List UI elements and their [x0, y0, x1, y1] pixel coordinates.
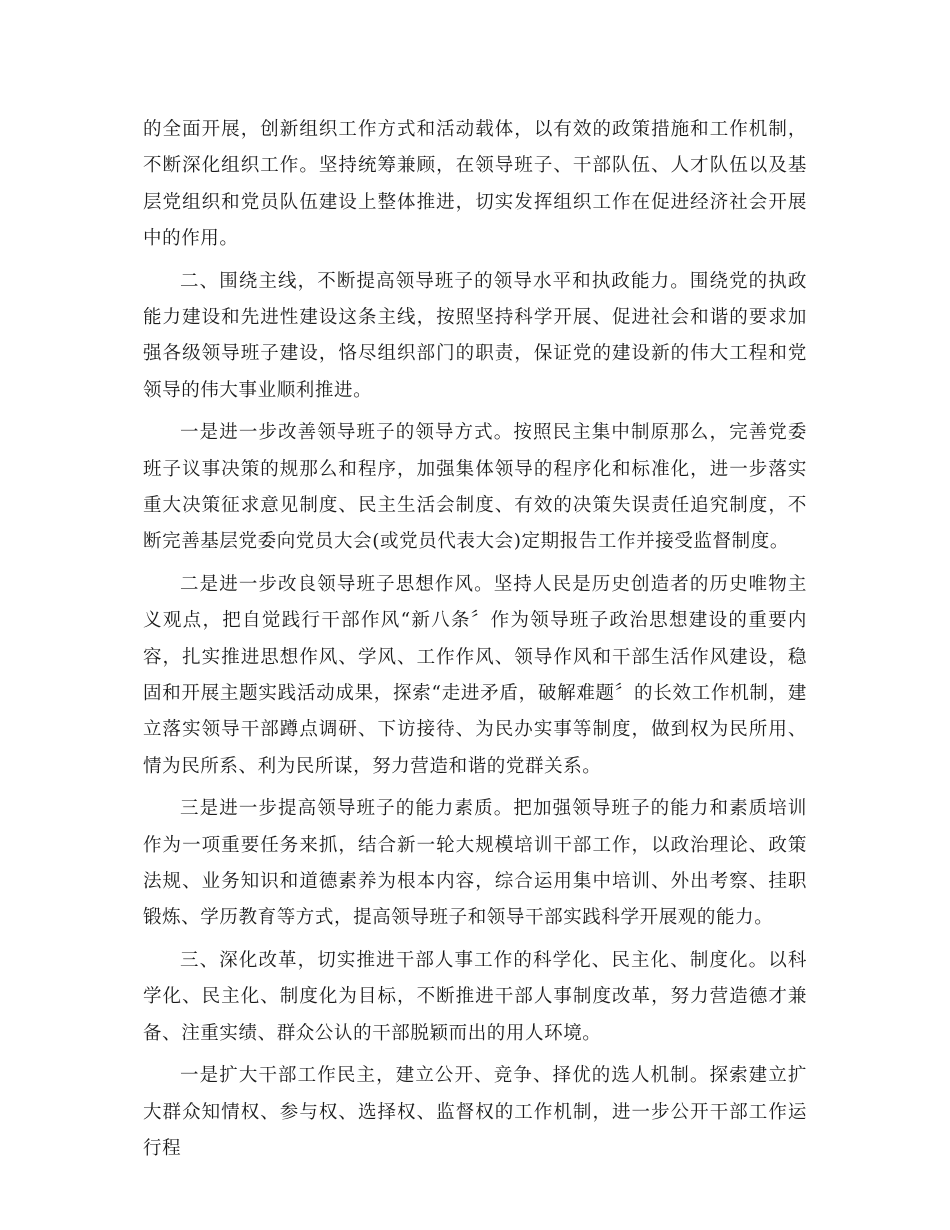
paragraph-point-two-work-style: 二是进一步改良领导班子思想作风。坚持人民是历史创造者的历史唯物主义观点，把自觉践行干部作风“新八条〞作为领导班子政治思想建设的重要内容，扎实推进思想作风、学风、工作作风、领导作风和干部生活作风建设，稳固和开展主题实践活动成果，探索“走进矛盾，破解难题〞的长效工作机制，建立落实领导干部蹲点调研、下访接待、为民办实事等制度，做到权为民所用、情为民所系、利为民所谋，努力营造和谐的党群关系。: [143, 574, 807, 777]
paragraph-point-one-democracy: 一是扩大干部工作民主，建立公开、竞争、择优的选人机制。探索建立扩大群众知情权、参与权、选择权、监督权的工作机制，进一步公开干部工作运行程: [143, 1065, 807, 1160]
paragraph-continuation: 的全面开展，创新组织工作方式和活动载体，以有效的政策措施和工作机制，不断深化组织工作。坚持统筹兼顾，在领导班子、干部队伍、人才队伍以及基层党组织和党员队伍建设上整体推进，切实发挥组织工作在促进经济社会开展中的作用。: [143, 119, 807, 249]
document-body: [143, 112, 807, 1174]
paragraph-point-one-leadership-method: 一是进一步改善领导班子的领导方式。按照民主集中制原那么，完善党委班子议事决策的规那么和程序，加强集体领导的程序化和标准化，进一步落实重大决策征求意见制度、民主生活会制度、有效的决策失误责任追究制度，不断完善基层党委向党员大会(或党员代表大会)定期报告工作并接受监督制度。: [143, 422, 807, 553]
paragraph-point-three-capability: 三是进一步提高领导班子的能力素质。把加强领导班子的能力和素质培训作为一项重要任务来抓，结合新一轮大规模培训干部工作，以政治理论、政策法规、业务知识和道德素养为根本内容，综合运用集中培训、外出考察、挂职锻炼、学历教育等方式，提高领导班子和领导干部实践科学开展观的能力。: [143, 798, 807, 929]
paragraph-section-three: 三、深化改革，切实推进干部人事工作的科学化、民主化、制度化。以科学化、民主化、制度化为目标，不断推进干部人事制度改革，努力营造德才兼备、注重实绩、群众公认的干部脱颖而出的用人环境。: [143, 950, 807, 1044]
paragraph-section-two: 二、围绕主线，不断提高领导班子的领导水平和执政能力。围绕党的执政能力建设和先进性建设这条主线，按照坚持科学开展、促进社会和谐的要求加强各级领导班子建设，恪尽组织部门的职责，保证党的建设新的伟大工程和党领导的伟大事业顺利推进。: [143, 270, 807, 401]
